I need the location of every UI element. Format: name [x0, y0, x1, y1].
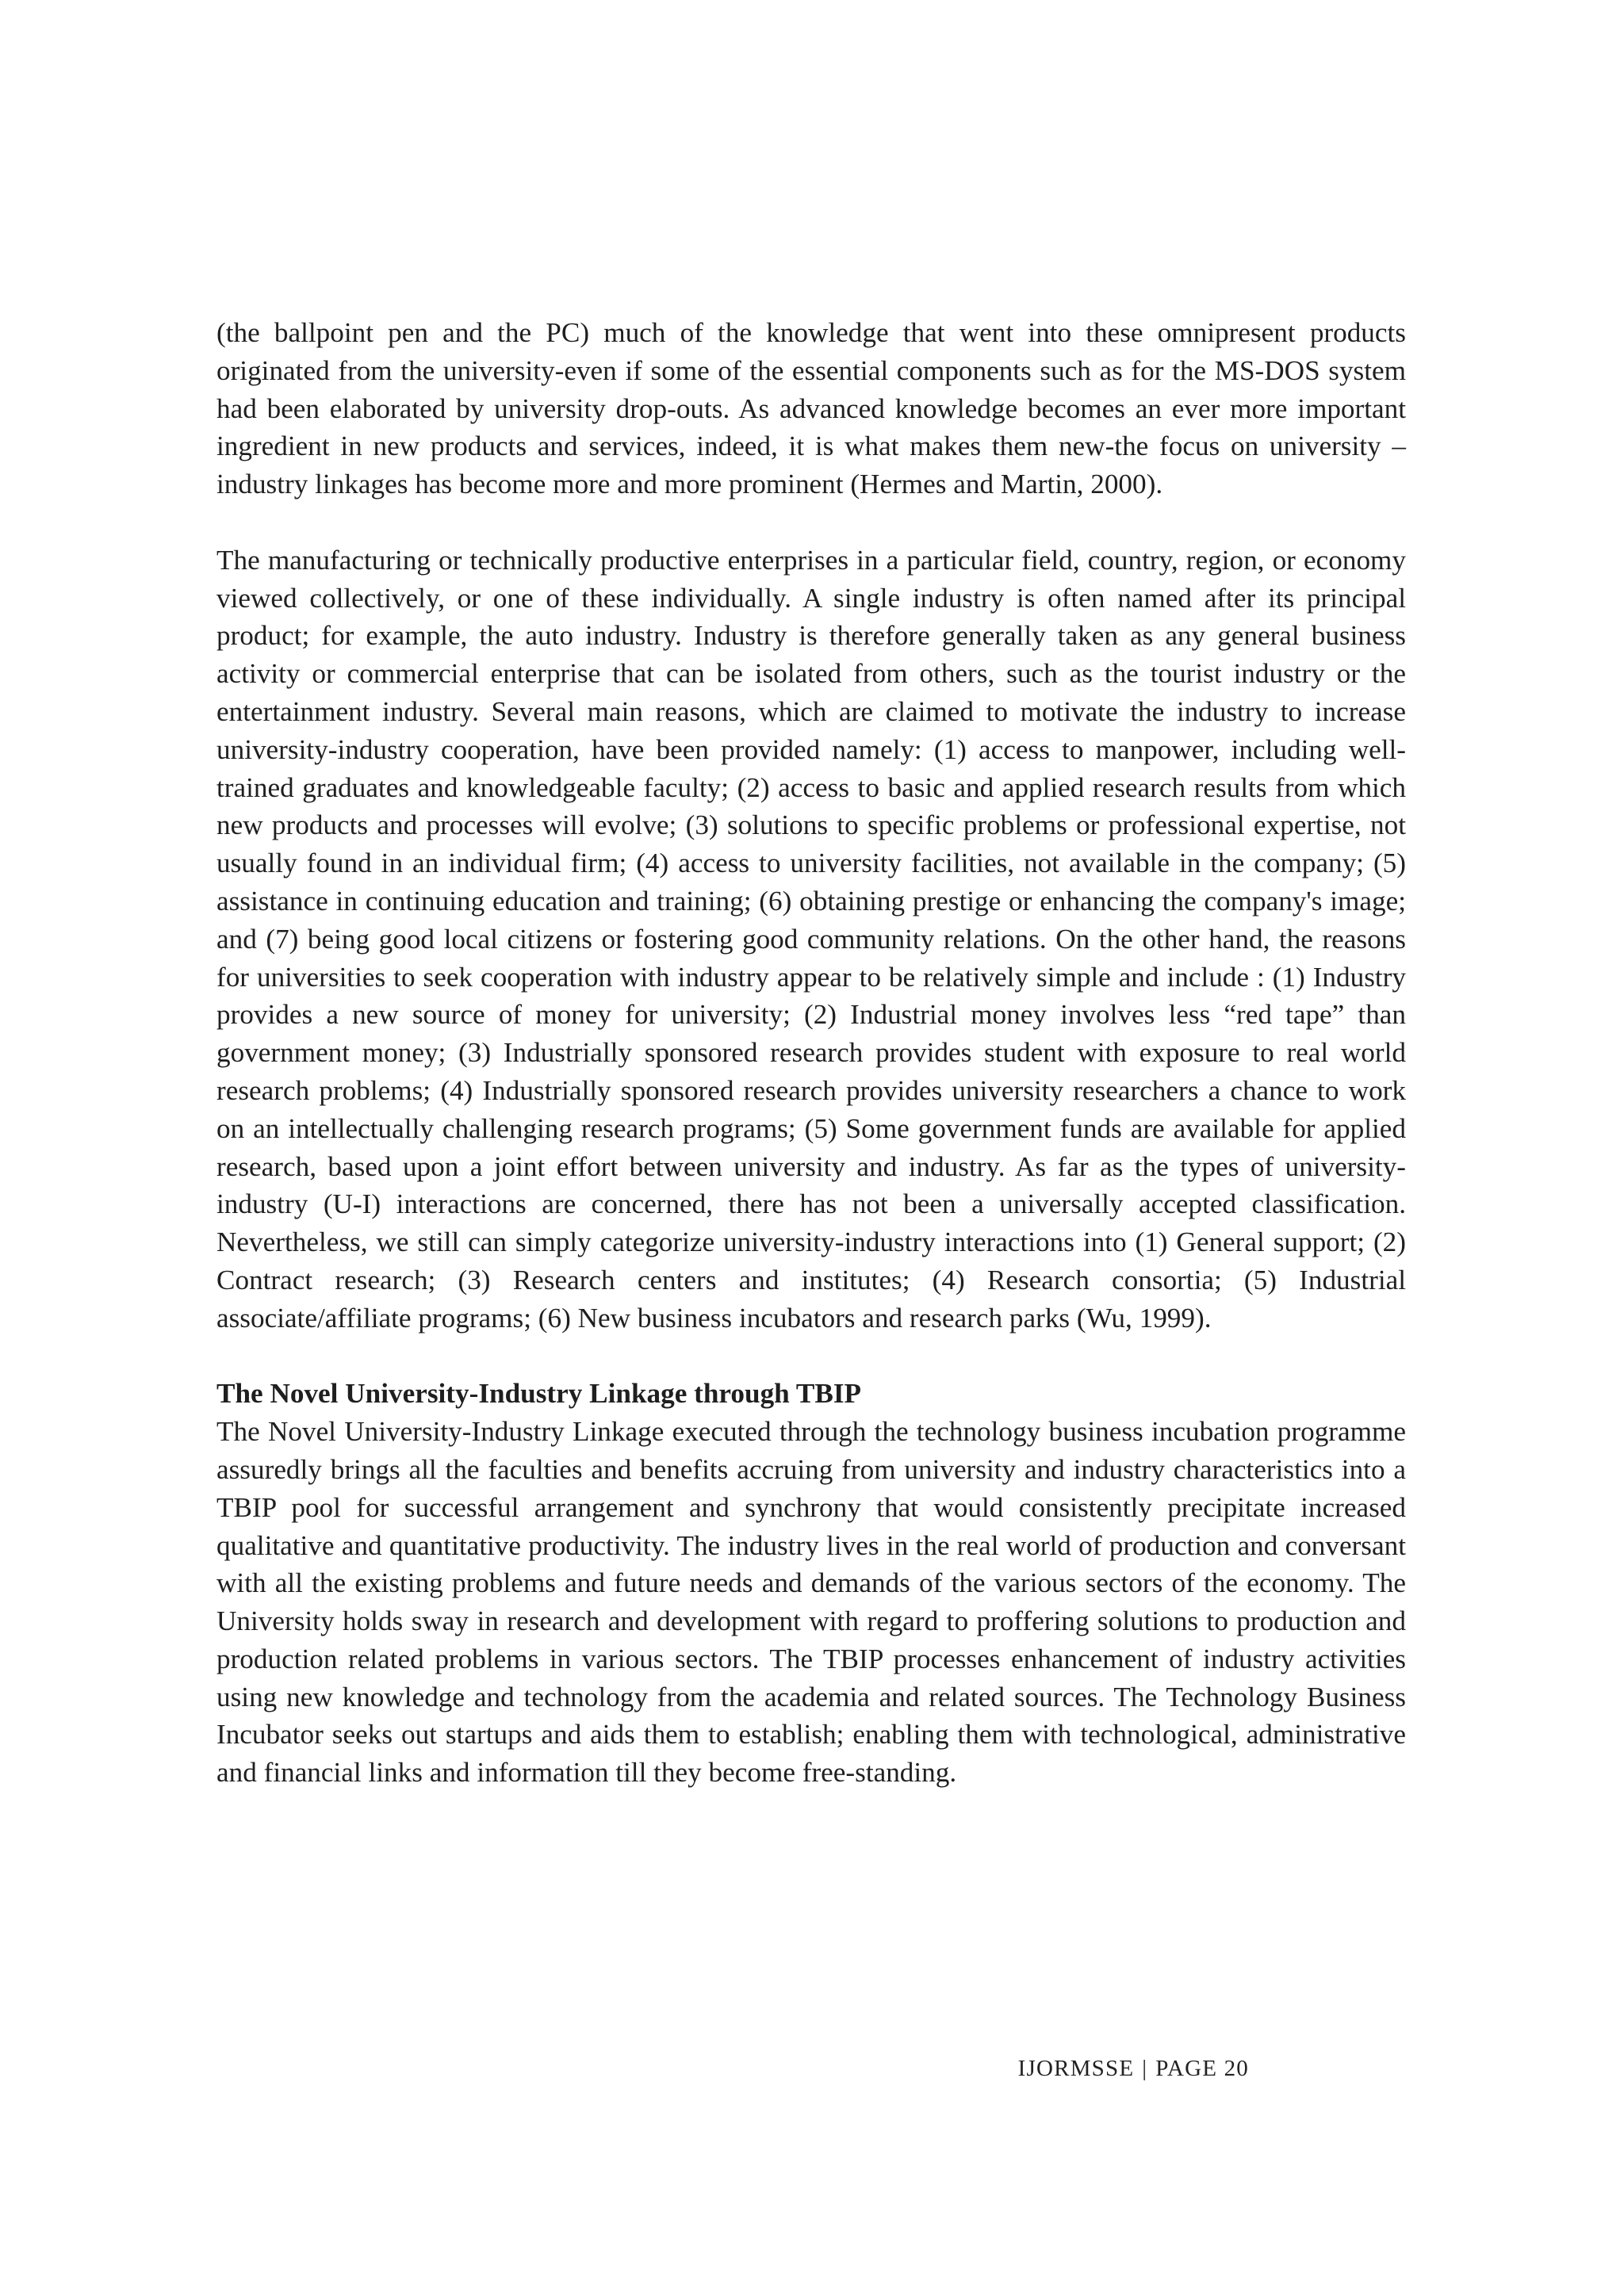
- page-content: [216, 314, 1406, 1792]
- page-footer: [991, 2053, 1249, 2084]
- body-paragraph-3: The Novel University-Industry Linkage executed through the technology business incubation programme assuredly brings all the faculties and benefits accruing from university and industry characteristics into a TBIP pool for successful arrangement and synchrony that would consistently precipitate increased qualitative and quantitative productivity. The industry lives in the real world of production and conversant with all the existing problems and future needs and demands of the various sectors of the economy. The University holds sway in research and development with regard to proffering solutions to production and production related problems in various sectors. The TBIP processes enhancement of industry activities using new knowledge and technology from the academia and related sources. The Technology Business Incubator seeks out startups and aids them to establish; enabling them with technological, administrative and financial links and information till they become free-standing.: [216, 1416, 1406, 1789]
- body-paragraph-1: (the ballpoint pen and the PC) much of the knowledge that went into these omnipresent products originated from the university-even if some of the essential components such as for the MS-DOS system had been elaborated by university drop-outs. As advanced knowledge becomes an ever more important ingredient in new products and services, indeed, it is what makes them new-the focus on university –industry linkages has become more and more prominent (Hermes and Martin, 2000).: [216, 317, 1406, 500]
- footer-separator: |: [1142, 2056, 1148, 2081]
- section-heading: The Novel University-Industry Linkage through TBIP: [216, 1378, 862, 1410]
- footer-journal-name: IJORMSSE: [1017, 2056, 1135, 2081]
- body-paragraph-2: The manufacturing or technically productive enterprises in a particular field, country, region, or economy viewed collectively, or one of these individually. A single industry is often named after its principal product; for example, the auto industry. Industry is therefore generally taken as any general business activity or commercial enterprise that can be isolated from others, such as the tourist industry or the entertainment industry. Several main reasons, which are claimed to motivate the industry to increase university-industry cooperation, have been provided namely: (1) access to manpower, including well-trained graduates and knowledgeable faculty; (2) access to basic and applied research results from which new products and processes will evolve; (3) solutions to specific problems or professional expertise, not usually found in an individual firm; (4) access to university facilities, not available in the company; (5) assistance in continuing education and training; (6) obtaining prestige or enhancing the company's image; and (7) being good local citizens or fostering good community relations. On the other hand, the reasons for universities to seek cooperation with industry appear to be relatively simple and include : (1) Industry provides a new source of money for university; (2) Industrial money involves less “red tape” than government money; (3) Industrially sponsored research provides student with exposure to real world research problems; (4) Industrially sponsored research provides university researchers a chance to work on an intellectually challenging research programs; (5) Some government funds are available for applied research, based upon a joint effort between university and industry. As far as the types of university-industry (U-I) interactions are concerned, there has not been a universally accepted classification. Nevertheless, we still can simply categorize university-industry interactions into (1) General support; (2) Contract research; (3) Research centers and institutes; (4) Research consortia; (5) Industrial associate/affiliate programs; (6) New business incubators and research parks (Wu, 1999).: [216, 544, 1406, 1334]
- footer-page-number: PAGE 20: [1155, 2056, 1249, 2081]
